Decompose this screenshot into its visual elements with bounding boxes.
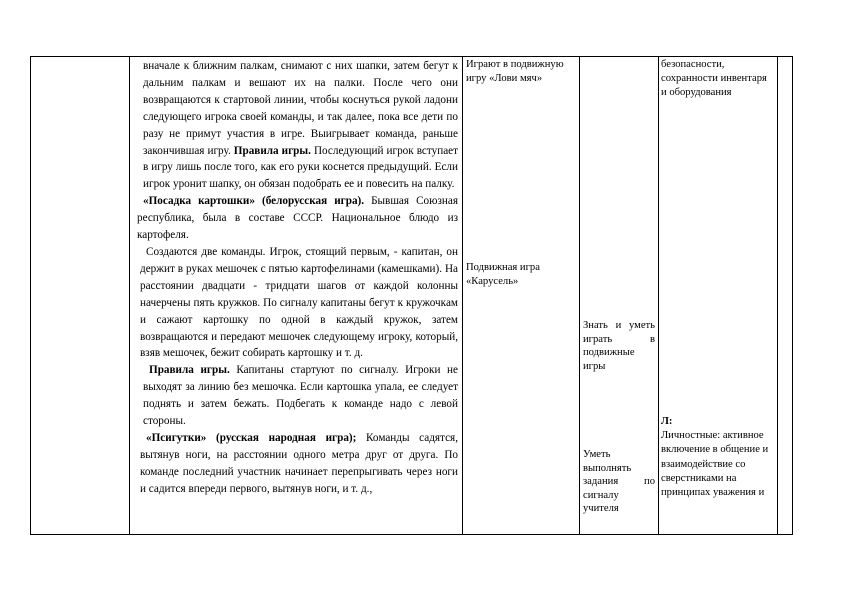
uud-label: Л:: [661, 416, 673, 427]
paragraph-text: Создаются две команды. Игрок, стоящий первым, - капитан, он держит в руках мешочек с пятью картофелинами (камешками). На расстоянии двадцати - тридцати шагов от каждой колонны начерчены пять кружков. По сигналу капитаны бегут к кружочкам и сажают картошку по одной в каждый кружок, затем возвращаются и передают мешочек следующему игроку, который, взяв мешочек, бежит собирать картошку и т. д.: [140, 245, 458, 360]
column-divider: [658, 57, 659, 534]
paragraph-rules-2: [143, 362, 458, 430]
column-divider: [462, 57, 463, 534]
skills-item-2: Уметь выполнять задания по сигналу учителя: [583, 449, 655, 515]
column-divider: [579, 57, 580, 534]
column-divider: [129, 57, 130, 534]
rules-label: Правила игры.: [233, 144, 311, 157]
paragraph-text: вначале к ближним палкам, снимают с них шапки, затем бегут к дальним палкам и вешают их на палки. После чего они возвращаются к стартовой линии, чтобы коснуться рукой ладони следующего игрока своей команды, и так далее, пока все дети по разу не примут участия в игре. Выигрывает команда, раньше закончившая игру.: [143, 60, 458, 157]
rules-text: Капитаны стартуют по сигналу. Игроки не выходят за линию без мешочка. Если картошка упала, ее следует поднять и затем бежать. Подбегать к команде надо с левой стороны.: [143, 364, 458, 428]
game-description-column: [137, 58, 459, 498]
lesson-table: [30, 56, 793, 535]
column-divider: [777, 57, 778, 534]
uud-text: Личностные: активное включение в общение и взаимодействие со сверстниками на принципах уважения и: [661, 430, 769, 499]
paragraph-game-potato: [137, 193, 458, 244]
uud-personal: [661, 415, 775, 500]
paragraph-game-psigutki: [140, 430, 458, 498]
paragraph-text: Команды садятся, вытянув ноги, на расстоянии одного метра друг от друга. По команде последний участник начинает перепрыгивать через ноги и садится впереди первого, вытянув ноги, и т. д.,: [140, 431, 458, 495]
games-item-2: Подвижная игра «Карусель»: [466, 262, 540, 287]
game-title: «Посадка картошки» (белорусская игра).: [143, 195, 365, 208]
games-item-1: Играют в подвижную игру «Лови мяч»: [466, 59, 564, 84]
paragraph-text: Бывшая Союзная республика, была в составе СССР. Национальное блюдо из картофеля.: [137, 195, 458, 242]
paragraph-rules-1: [143, 58, 458, 193]
rules-label: Правила игры.: [149, 364, 230, 377]
rules-text: Последующий игрок вступает в игру лишь после того, как его руки коснется предыдущий. Если игрок уронит шапку, он обязан подобрать ее и повесить на палку.: [143, 144, 459, 191]
paragraph-potato-description: [140, 244, 458, 362]
skills-item-1: Знать и уметь играть в подвижные игры: [583, 320, 655, 372]
game-title: «Псигутки» (русская народная игра);: [146, 431, 357, 444]
uud-top-text: безопасности, сохранности инвентаря и оборудования: [661, 59, 767, 99]
